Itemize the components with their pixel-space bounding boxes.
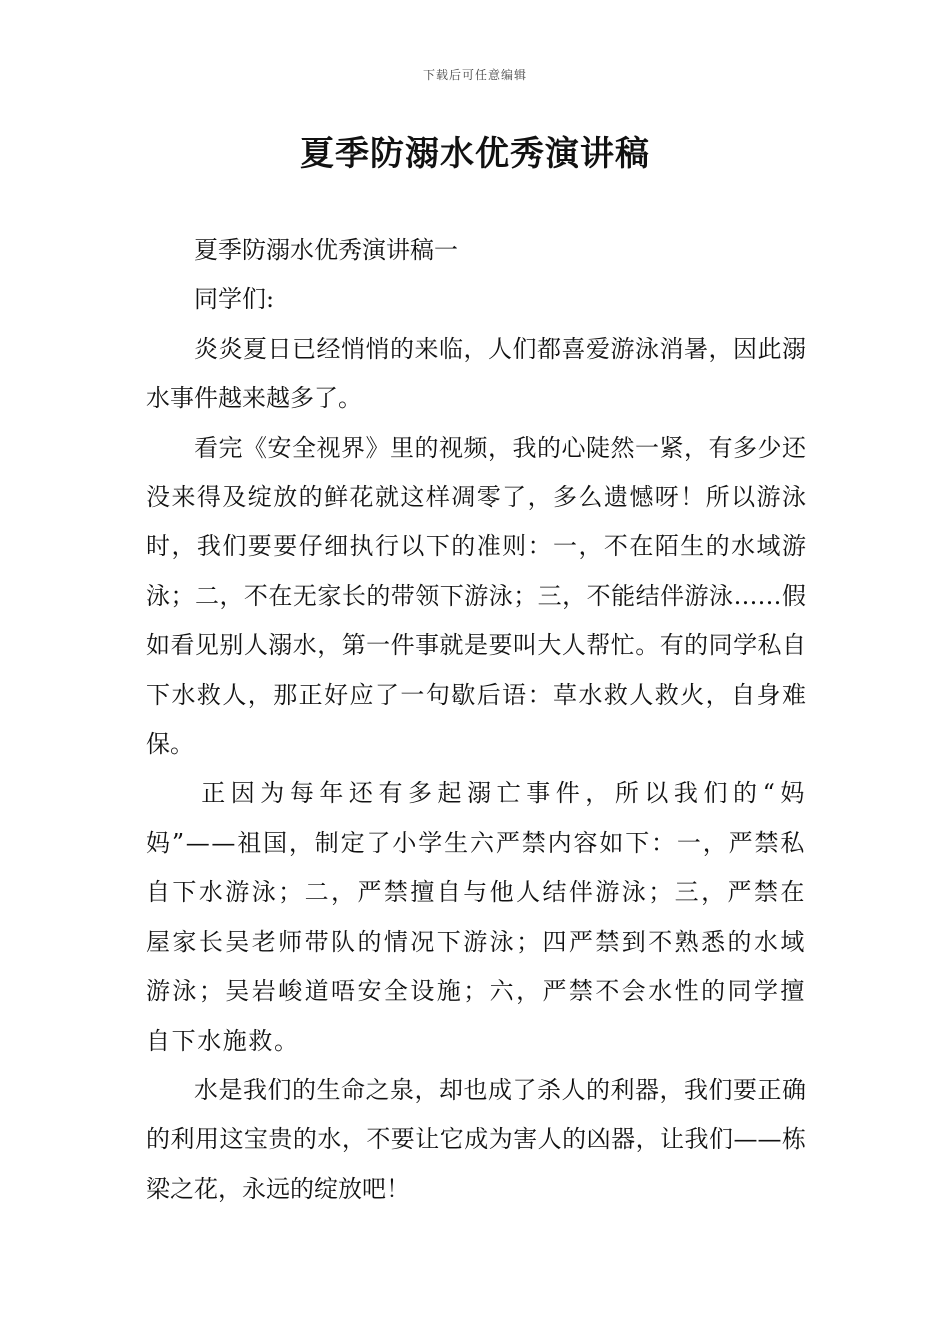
document-body xyxy=(146,226,806,1214)
document-title: 夏季防溺水优秀演讲稿 xyxy=(300,134,650,174)
body-paragraph-2: 看完《安全视界》里的视频，我的心陡然一紧，有多少还没来得及绽放的鲜花就这样凋零了，多么遗憾呀！所以游泳时，我们要要仔细执行以下的准则：一，不在陌生的水域游泳；二，不在无家长的带领下游泳；三，不能结伴游泳……假如看见别人溺水，第一件事就是要叫大人帮忙。有的同学私自下水救人，那正好应了一句歇后语：草水救人救火，自身难保。 xyxy=(146,433,806,759)
body-paragraph-3: 正因为每年还有多起溺亡事件，所以我们的“妈妈”——祖国，制定了小学生六严禁内容如下：一，严禁私自下水游泳；二，严禁擅自与他人结伴游泳；三，严禁在屋家长吴老师带队的情况下游泳；四严禁到不熟悉的水域游泳；吴岩峻道唔安全设施；六，严禁不会水性的同学擅自下水施救。 xyxy=(146,779,806,1055)
body-paragraph-4: 水是我们的生命之泉，却也成了杀人的利器，我们要正确的利用这宝贵的水，不要让它成为害人的凶器，让我们——栋梁之花，永远的绽放吧！ xyxy=(146,1075,806,1203)
subtitle-paragraph: 夏季防溺水优秀演讲稿一 xyxy=(194,236,458,264)
header-note: 下载后可任意编辑 xyxy=(422,68,527,82)
salutation-paragraph: 同学们: xyxy=(194,285,275,314)
body-paragraph-1: 炎炎夏日已经悄悄的来临，人们都喜爱游泳消暑，因此溺水事件越来越多了。 xyxy=(146,334,806,413)
